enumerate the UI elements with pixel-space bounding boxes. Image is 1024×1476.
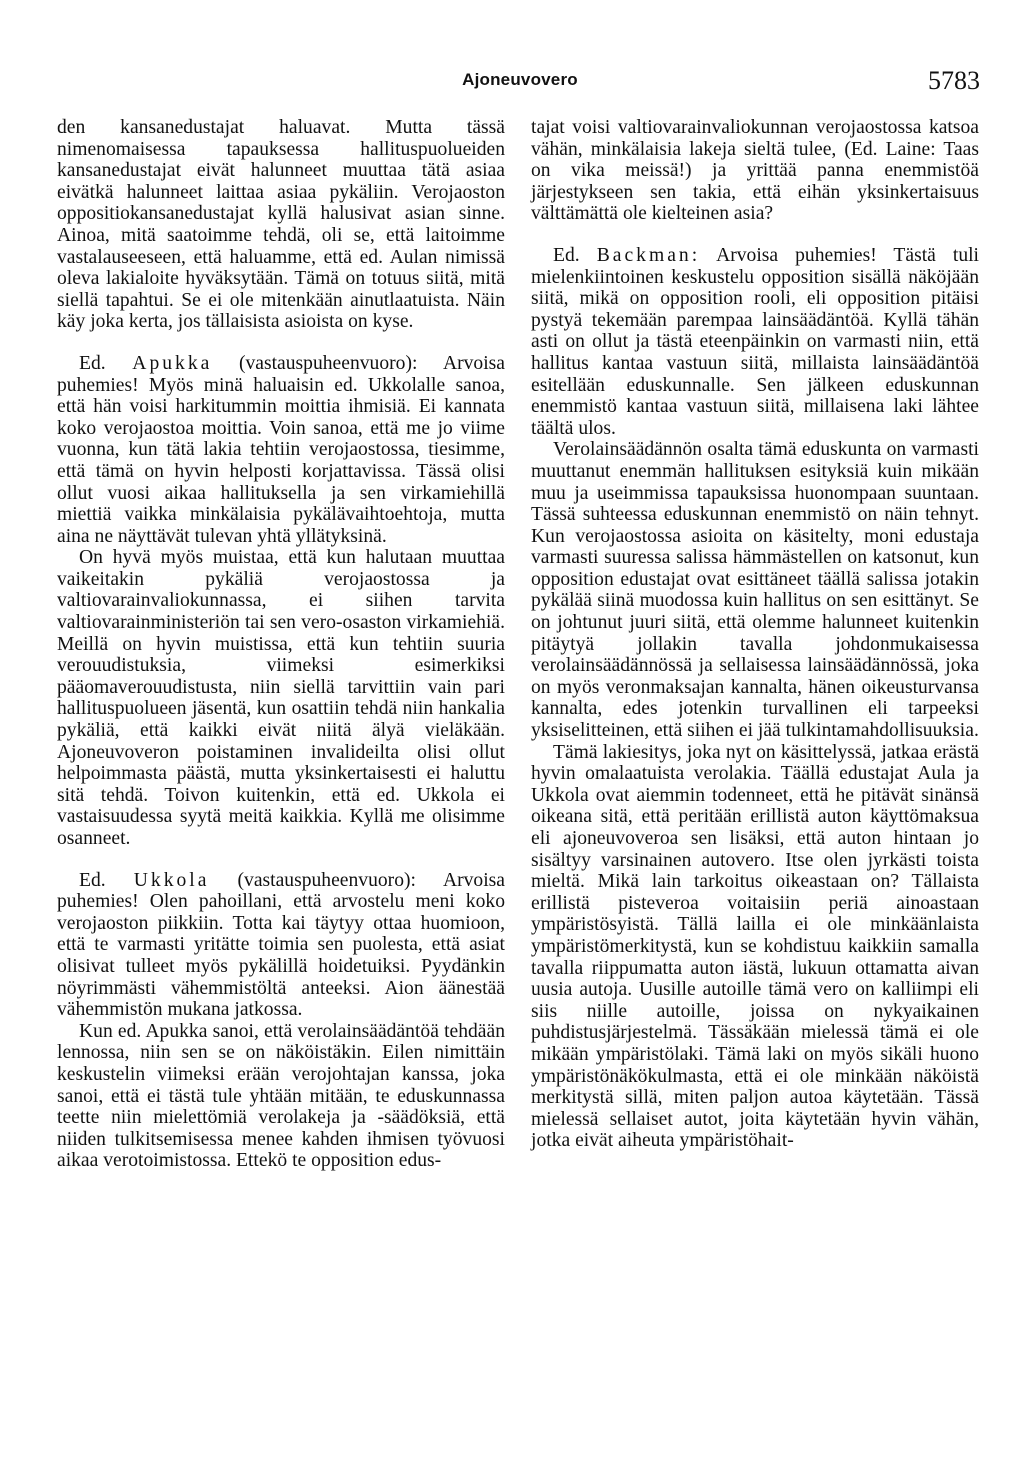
paragraph: Tämä lakiesitys, joka nyt on käsittelyssä, jatkaa erästä hyvin omalaatuista verolakia. Täällä edustajat Aula ja Ukkola ovat aiemmin todenneet, että he pitävät sinänsä oikeana sitä, että peritään erillistä auton käyttömaksua eli ajoneuvoveroa sen lisäksi, että auton hintaan jo sisältyy varsinainen autovero. Itse olen jyrkästi toista mieltä. Mikä lain tarkoitus oikeastaan on? Tällaista erillistä pisteveroa voitaisiin periä ainoastaan ympäristösyistä. Tällä lailla ei ole minkäänlaista ympäristömerkitystä, kun se kohdistuu kaikkiin samalla tavalla riippumatta auton iästä, lukuun ottamatta aivan uusia autoja. Uusille autoille tämä vero on kalliimpi eli siis niille autoille, joissa on nykyaikainen puhdistusjärjestelmä. Tässäkään mielessä tämä ei ole mikään ympäristölaki. Tämä laki on myös sikäli huono ympäristönäkökulmasta, että ei ole minkään näköistä merkitystä sillä, miten paljon autoa käytetään. Tässä mielessä sellaiset autot, joita käytetään hyvin vähän, jotka eivät aiheuta ympäristöhait- xyxy=(531,741,979,1152)
paragraph: Verolainsäädännön osalta tämä eduskunta on varmasti muuttanut enemmän hallituksen esityksiä kuin mikään muu ja useimmissa tapauksissa huonompaan suuntaan. Tässä suhteessa eduskunnan enemmistö on näin tehnyt. Kun verojaostossa asioita on käsitelty, moni edustaja varmasti suuressa salissa hämmästellen on katsonut, kun opposition edustajat ovat esittäneet täällä salissa jotakin pykälää siinä muodossa kuin hallitus on sen esittänyt. Se on johtunut juuri siitä, että olemme halunneet kuitenkin pitäytyä jollakin tavalla johdonmukaisessa verolainsäädännössä ja sellaisessa lainsäädännössä, joka on myös veronmaksajan kannalta, hänen oikeusturvansa kannalta, edes jotenkin turvallinen eli tarpeeksi yksiselitteinen, että siihen ei jää tulkintamahdollisuuksia. xyxy=(531,439,979,742)
paragraph: den kansanedustajat haluavat. Mutta tässä nimenomaisessa tapauksessa hallituspuolueiden kansanedustajat eivät halunneet muuttaa tätä asiaa eivätkä halunneet laittaa asiaa pykäliin. Verojaoston oppositiokansanedustajat kyllä halusivat asian sinne. Ainoa, mitä saatoimme tehdä, oli se, että laitoimme vastalauseeseen, että haluamme, että ed. Aulan nimissä oleva lakialoite hyväksytään. Tämä on totuus siitä, mitä siellä tapahtui. Se ei ole mitenkään ainutlaatuista. Näin käy joka kerta, jos tällaisista asioista on kyse. xyxy=(57,117,505,333)
paragraph: Kun ed. Apukka sanoi, että verolainsäädäntöä tehdään lennossa, niin sen se on näköistäkin. Eilen nimittäin keskustelin viimeksi erään verojohtajan kanssa, joka sanoi, että ei tästä tule yhtään mitään, te eduskunnassa teette niin mielettömiä verolakeja ja -säädöksiä, että niiden tulkitsemisessa menee kahden ihmisen työvuosi aikaa verotoimistossa. Ettekö te opposition edus- xyxy=(57,1020,505,1172)
speaker-prefix: Ed. xyxy=(553,244,580,266)
speaker-prefix: Ed. xyxy=(79,352,106,374)
speaker-name: Ukkola xyxy=(133,869,210,891)
speaker-name: Backman: xyxy=(596,244,701,266)
right-column xyxy=(531,117,979,1152)
speech-text: Arvoisa puhemies! Tästä tuli mielenkiintoinen keskustelu opposition sisällä näköjään siitä, mikä on opposition rooli, eli opposition pitäisi pystyä tekemään parempaa lainsäädäntöä. Kyllä tähän asti on ollut ja tästä eteenpäinkin on varmasti niin, että hallitus kantaa vastuun siitä, millaista lainsäädäntöä esitellään eduskunnalle. Sen jälkeen eduskunnan enemmistö kantaa vastuun siitä, millaisena laki lähtee täältä ulos. xyxy=(531,244,979,439)
speech-apukka xyxy=(57,353,505,547)
speaker-name: Apukka xyxy=(132,352,213,374)
paragraph: On hyvä myös muistaa, että kun halutaan muuttaa vaikeitakin pykäliä verojaostossa ja valtiovarainvaliokunnassa, ei siihen tarvita valtiovarainministeriön tai sen vero-osaston virkamiehiä. Meillä on hyvin muistissa, että kun tehtiin suuria verouudistuksia, viimeksi esimerkiksi pääomaverouudistusta, niin siellä tarvittiin vain pari hallituspuolueen jäsentä, kun osattiin tehdä niin hankalia pykäliä, että kaikki eivät niitä älyä vieläkään. Ajoneuvoveron poistaminen invalideilta olisi ollut helpoimmasta päästä, mutta yksinkertaisesti ei haluttu sitä tehdä. Toivon kuitenkin, että ed. Ukkola ei vastaisuudessa syytä meitä kaikkia. Kyllä me olisimme osanneet. xyxy=(57,547,505,849)
page-title: Ajoneuvovero xyxy=(462,70,578,89)
speaker-prefix: Ed. xyxy=(79,869,106,891)
running-header xyxy=(60,68,980,98)
speech-backman xyxy=(531,245,979,439)
speech-text: (vastauspuheenvuoro): Arvoisa puhemies! Olen pahoillani, että arvostelu meni koko verojaoston piikkiin. Totta kai täytyy ottaa huomioon, että te varmasti yritätte toimia sen puolesta, että asiat olisivat tulleet myös pykälillä hoidetuiksi. Pyydänkin nöyrimmästi vähemmistöltä anteeksi. Aion äänestää vähemmistön mukana jatkossa. xyxy=(57,869,505,1021)
speech-text: (vastauspuheenvuoro): Arvoisa puhemies! Myös minä haluaisin ed. Ukkolalle sanoa, että hän voisi harkitummin moittia ihmisiä. Ei kannata koko verojaostoa moittia. Voin sanoa, että me jo viime vuonna, kun tätä lakia tehtiin verojaostossa, tiesimme, että tämä on hyvin helposti korjattavissa. Tässä olisi ollut vuosi aikaa hallituksella ja sen virkamiehillä miettiä vaikka minkälaisia pykälävaihtoehtoja, mutta aina ne näyttävät tulevan yhtä yllätyksinä. xyxy=(57,352,505,547)
page-number: 5783 xyxy=(928,66,980,95)
speech-ukkola xyxy=(57,870,505,1021)
paragraph: tajat voisi valtiovarainvaliokunnan verojaostossa katsoa vähän, minkälaisia lakeja sieltä tulee, (Ed. Laine: Taas on vika meissä!) ja yrittää panna enemmistöä järjestykseen sen takia, että eihän yksinkertaisuus välttämättä ole kielteinen asia? xyxy=(531,117,979,225)
left-column xyxy=(57,117,505,1172)
